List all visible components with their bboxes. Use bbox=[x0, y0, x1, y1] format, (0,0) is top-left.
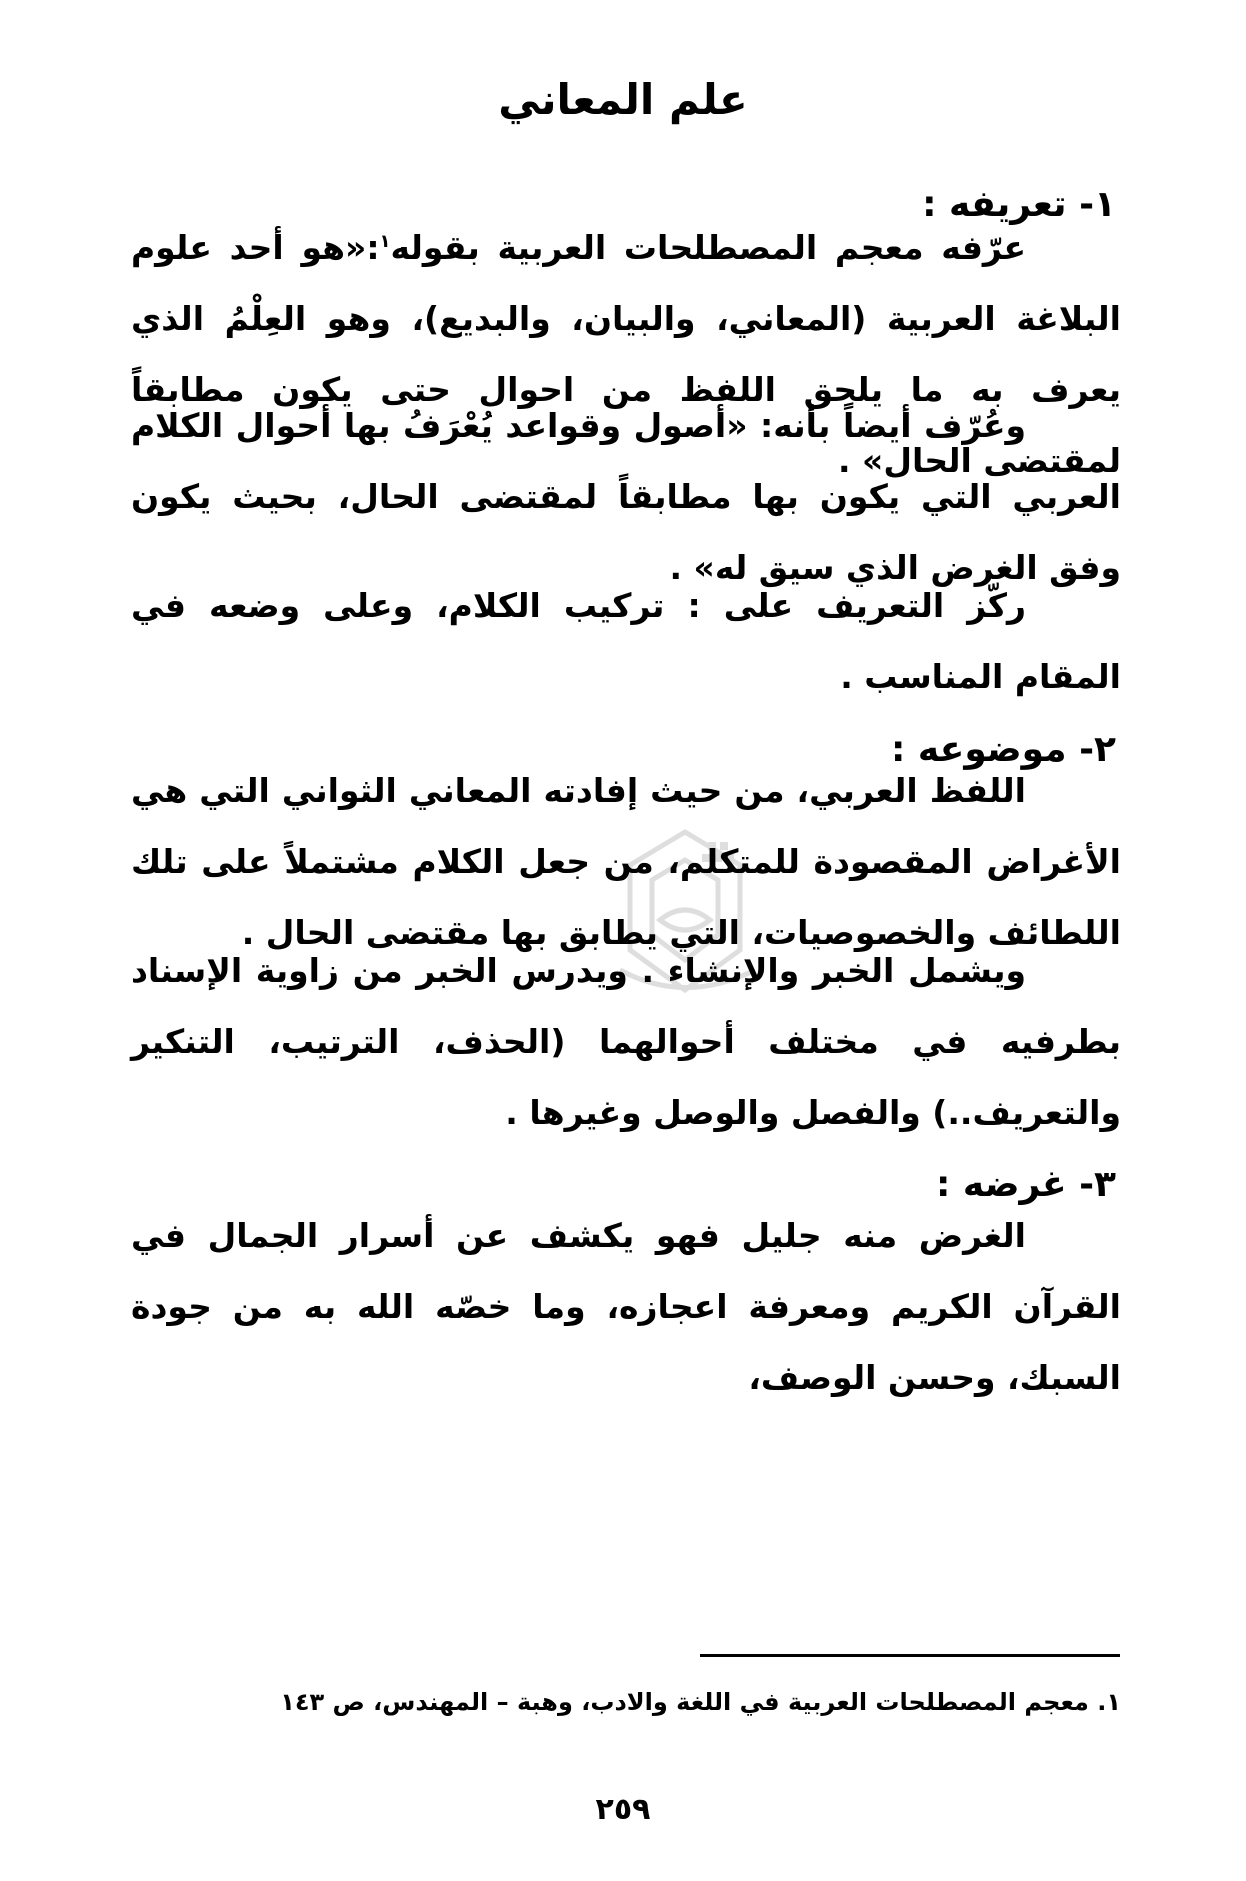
paragraph-text: عرّفه معجم المصطلحات العربية بقوله bbox=[390, 228, 1026, 267]
paragraph-purpose-1: الغرض منه جليل فهو يكشف عن أسرار الجمال في القرآن الكريم ومعرفة اعجازه، وما خصّه الله به من جودة السبك، وحسن الوصف، bbox=[131, 1216, 1121, 1397]
section-heading-definition: ١- تعريفه : bbox=[922, 184, 1116, 225]
page-title: علم المعاني bbox=[498, 75, 748, 124]
paragraph-subject-2: ويشمل الخبر والإنشاء . ويدرس الخبر من زاوية الإسناد بطرفيه في مختلف أحوالهما (الحذف، الترتيب، التنكير والتعريف..) والفصل والوصل وغيرها . bbox=[131, 951, 1121, 1132]
page-number: ٢٥٩ bbox=[595, 1792, 651, 1827]
paragraph-definition-3: ركّز التعريف على : تركيب الكلام، وعلى وضعه في المقام المناسب . bbox=[131, 586, 1121, 696]
section-heading-purpose: ٣- غرضه : bbox=[936, 1164, 1116, 1205]
section-heading-subject: ٢- موضوعه : bbox=[890, 729, 1116, 770]
footnote: ١. معجم المصطلحات العربية في اللغة والادب، وهبة – المهندس، ص ١٤٣ bbox=[280, 1688, 1121, 1716]
footnote-marker: ١ bbox=[379, 231, 391, 252]
paragraph-subject-1: اللفظ العربي، من حيث إفادته المعاني الثواني التي هي الأغراض المقصودة للمتكلم، من جعل الكلام مشتملاً على تلك اللطائف والخصوصيات، التي يطابق بها مقتضى الحال . bbox=[131, 771, 1121, 952]
paragraph-text: :«هو أحد علوم البلاغة العربية (المعاني، والبيان، والبديع)، وهو العِلْمُ الذي يعرف به ما يلحق اللفظ من احوال حتى يكون مطابقاً لمقتضى الحال» . bbox=[131, 228, 1121, 480]
paragraph-definition-2: وعُرّف أيضاً بأنه: «أصول وقواعد يُعْرَفُ بها أحوال الكلام العربي التي يكون بها مطابقاً لمقتضى الحال، بحيث يكون وفق الغرض الذي سيق له» . bbox=[131, 406, 1121, 587]
footnote-divider bbox=[700, 1654, 1120, 1657]
